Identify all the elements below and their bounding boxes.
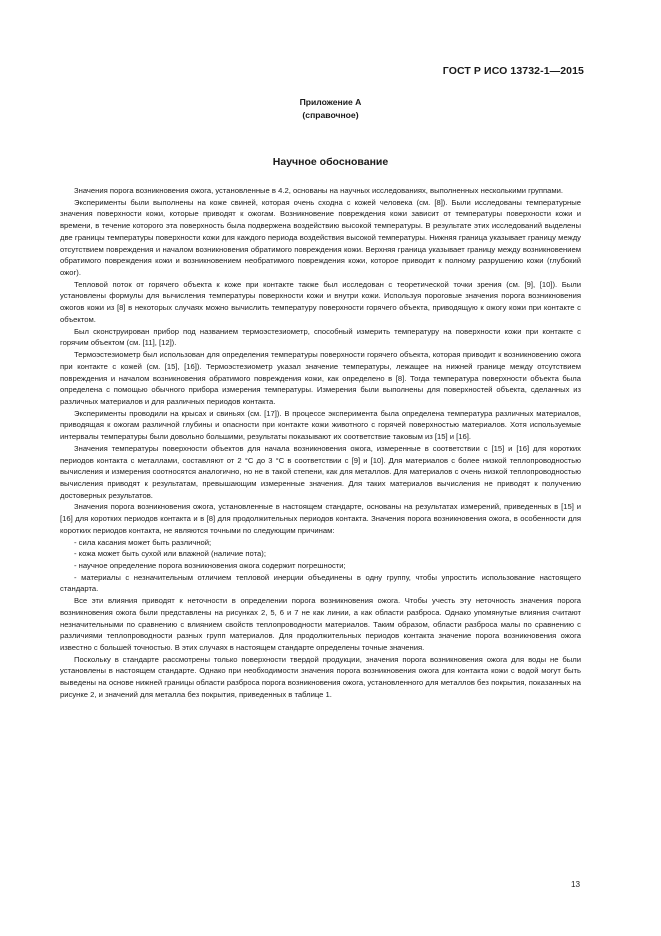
annex-title: Приложение А [299, 97, 362, 107]
paragraph: Тепловой поток от горячего объекта к коже при контакте также был исследован с теоретической точки зрения (см. [9], [10]). Были установлены формулы для вычисления температуры поверхности кожи и внутри кожи. Используя пороговые значения порога возникновения ожогов кожи из [8] в некоторых случаях можно вычислить температуру поверхности горячего объекта, приводящую к ожогу кожи при контакте с объектом. [60, 279, 581, 324]
standard-header: ГОСТ Р ИСО 13732-1—2015 [442, 65, 584, 77]
body-text [60, 185, 581, 701]
paragraph: Эксперименты проводили на крысах и свиньях (см. [17]). В процессе эксперимента была определена температура различных материалов, приводящая к ожогам различной глубины и опасности при контакте кожи животного с горячей поверхностью материалов. Хотя используемые интервалы температуры были довольно большими, результаты показывают их соответствие таковым из [15] и [16]. [60, 408, 581, 442]
paragraph: Термоэстезиометр был использован для определения температуры поверхности горячего объекта, которая приводит к возникновению ожога при контакте с кожей (см. [15], [16]). Термоэстезиометр указал значение температуры, лежащее на нижней границе между отсутствием повреждения и началом возникновения обратимого повреждения кожи, как определено в [8]. Тогда температура поверхности объекта была определена с помощью обычного прибора измерения температуры. Измерения были выполнены для поверхностей объекта, сделанных из различных материалов и для различных периодов контакта. [60, 350, 581, 406]
paragraph: Поскольку в стандарте рассмотрены только поверхности твердой продукции, значения порога возникновения ожога для воды не были установлены в настоящем стандарте. Однако при необходимости значения порога возникновения ожога для контакта кожи с водой могут быть выведены на основе нижней границы области разброса порога возникновения ожога, установленного для металлов без покрытия, показанных на рисунке 2, и значений для металла без покрытия, приведенных в таблице 1. [60, 654, 581, 699]
paragraph: Все эти влияния приводят к неточности в определении порога возникновения ожога. Чтобы учесть эту неточность значения порога возникновения ожога были представлены на рисунках 2, 5, 6 и 7 не как линии, а как области разброса. Однако упомянутые влияния считают незначительными по сравнению с влиянием свойств теплопроводности материалов. Таким образом, области разброса малы по сравнению с различиями теплопроводности разных групп материалов. Для продолжительных периодов контакта значение порога возникновения ожога известно с большей точностью. В этих случаях в настоящем стандарте определены точные значения. [60, 596, 581, 653]
paragraph: Значения порога возникновения ожога, установленные в настоящем стандарте, основаны на результатах измерений, приведенных в [15] и [16] для коротких периодов контакта и в [8] для продолжительных периодов контакта. Значения порога возникновения ожога, в особенности для коротких периодов контакта, не являются точными по следующим причинам: [60, 502, 581, 535]
list-item: - материалы с незначительным отличием тепловой инерции объединены в одну группу, чтобы упростить использование настоящего стандарта. [60, 572, 581, 594]
list-item: - научное определение порога возникновения ожога содержит погрешности; [74, 561, 346, 570]
section-title: Научное обоснование [272, 156, 389, 168]
page-number: 13 [571, 880, 581, 889]
paragraph: Эксперименты были выполнены на коже свиней, которая очень сходна с кожей человека (см. [8]). Были исследованы температурные значения поверхности кожи, которые приводят к ожогам. Возникновение повреждения кожи зависит от температуры поверхности кожи и времени, в течение которого эта поверхность была подвержена воздействию высокой температуры. В результате этих исследований выделены две границы температуры поверхности кожи для каждого периода воздействия высокой температуры. Нижняя граница указывает границу между отсутствием повреждения и началом возникновения обратимого повреждения кожи. Верхняя граница указывает границу между возникновением обратимого повреждения кожи и возникновением необратимого повреждения кожи, которое приводит к полному разрушению кожи (глубокий ожог). [60, 197, 581, 278]
list-item: - сила касания может быть различной; [74, 537, 212, 547]
paragraph: Значения температуры поверхности объектов для начала возникновения ожога, измеренные в соответствии с [15] и [16] для коротких периодов контакта с металлами, составляют от 2 °С до 3 °С в соответствии с [9] и [10]. Для материалов с более низкой теплопроводностью вычисления и измерения соотносятся аналогично, но не в такой степени, как для металлов. Для материалов с очень низкой теплопроводностью вычисления приводят к результатам, превышающим измеренные значения. Для таких материалов вычисления не приводят к получению достоверных результатов. [60, 443, 581, 500]
paragraph: Был сконструирован прибор под названием термоэстезиометр, способный измерить температуру на поверхности кожи при контакте с горячим объектом (см. [11], [12]). [60, 326, 581, 348]
paragraph: Значения порога возникновения ожога, установленные в 4.2, основаны на научных исследованиях, выполненных несколькими группами. [74, 186, 564, 195]
list-item: - кожа может быть сухой или влажной (наличие пота); [74, 549, 266, 559]
annex-subtitle: (справочное) [302, 110, 359, 120]
